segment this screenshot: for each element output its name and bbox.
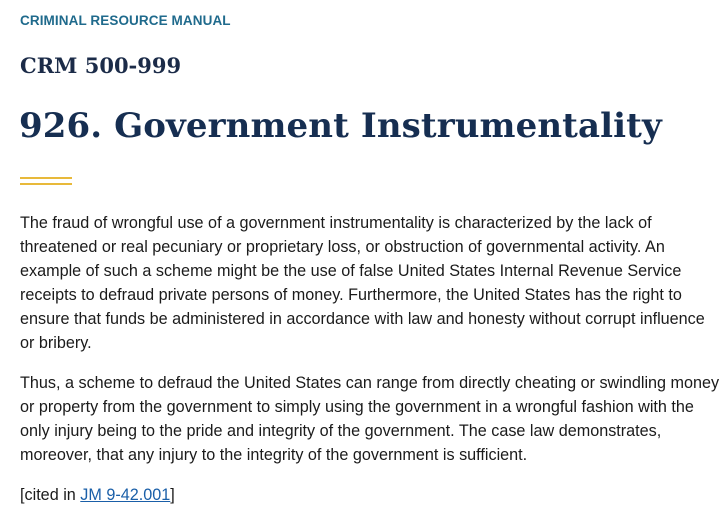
body-paragraph-2: Thus, a scheme to defraud the United States can range from directly cheating or swindling money or property from the government to simply using the government in a wrongful fashion with the only injury being to the pride and integrity of the government. The case law demonstrates, moreover, that any injury to the integrity of the government is sufficient. — [20, 374, 720, 464]
citation-suffix: ] — [170, 486, 175, 504]
manual-name[interactable]: CRIMINAL RESOURCE MANUAL — [20, 13, 231, 28]
citation-link[interactable]: JM 9-42.001 — [80, 486, 171, 504]
citation — [20, 483, 720, 507]
accent-divider-line-bottom — [20, 183, 72, 185]
page-title: 926. Government Instrumentality — [19, 106, 662, 146]
accent-divider-line-top — [20, 177, 72, 179]
accent-divider — [20, 177, 72, 185]
section-range: CRM 500-999 — [20, 53, 182, 78]
body-paragraph-1: The fraud of wrongful use of a government instrumentality is characterized by the lack of threatened or real pecuniary or proprietary loss, or obstruction of governmental activity. An example of such a scheme might be the use of false United States Internal Revenue Service receipts to defraud private persons of money. Furthermore, the United States has the right to ensure that funds be administered in accordance with law and honesty without corrupt influence or bribery. — [20, 214, 705, 352]
citation-prefix: [cited in — [20, 486, 81, 504]
